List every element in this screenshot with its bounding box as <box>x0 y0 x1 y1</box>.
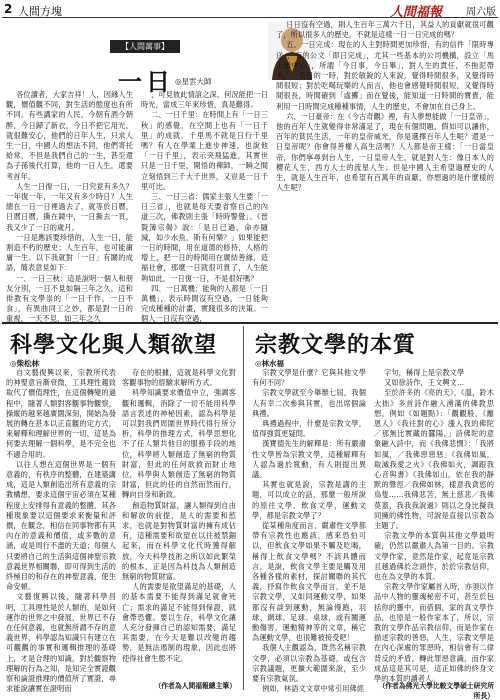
article-title: 一日 <box>118 67 174 96</box>
paragraph: 一日是應該要珍惜的，人生一日，能割造不朽的歷史；人生百年，也可能庸庸一生。以下我就對「一日」有關的成語，簡表意見如下： <box>6 232 133 273</box>
paragraph: 宗教文學就至今舉辦七屆，我個人有幸二次參與其實，也出席個論典禮。 <box>252 388 366 418</box>
page-header <box>0 0 500 18</box>
right-article-column-1 <box>252 368 366 694</box>
article-author: ◎星雲大師 <box>175 77 212 86</box>
article-column-3 <box>276 20 494 320</box>
paragraph: 至於許多的《亮的天》，《溫，鈴木大拙》多首詩作融入湧滿的佛教思想，例如《如題點》：「觀觀般，《離恩人》《我往對的心》漲入我的佛陀／那無比實藏的蠶陽，」詩佛陀的意象融入詩中，而《我佛悲憫》：「我將如風，／我佛惡惡惡」《我佛如風，取滅我愛之火》《我佛如火，調跟我心音與書》《我佛如山，依在我的靜默的聲徑／我佛如林，樣意我貪慾的鳥隻……我佛悲苦，無上慈悲／我佛莫蓋，我我我說過》則以之身比擬我同擁的佛性物，可說是直接以宗教為主題了。 <box>374 388 494 531</box>
right-article-footer: （作者為佛光大學比較文學碩士研究所所長） <box>378 682 494 700</box>
right-article-column-2 <box>374 368 494 684</box>
paragraph: 自文藝復興以來，宗教所代表的神聖意旨漸衰微，工具理性趨致取代了價值理性，在這個轉變的過程中，隨著人類對客觀事物觀察，操縱的越來越廣闊深刻，開始為發展的轉在甚本以正直觀的定方式，來解釋和理解世界的一切，這是為何要去理解一個科學，是不完全也不適合用的。 <box>6 368 116 459</box>
section-name: 人間方塊 <box>18 5 62 18</box>
section-divider <box>2 322 498 324</box>
column-tag: 【人間萬事】 <box>110 40 180 53</box>
paragraph: 漢寶德先生的解釋是：所有嚴肅性文學皆為宗教文學，這種解釋有人認為過於寬動，有人則提出異議。 <box>252 439 366 480</box>
paragraph: 以往人想在這個世界是一個有意義的，有秩序的整體，在建築講成，這是人類創造出所有意義的宗教構想，要求這個宇宙必須在某種程度上安排得有意義的整體，其各種現象要以這個要求來衡量和評價，在觀念，相信在同事物都有其內在的意義和價值，或多數的意涵，或是周行不盡的天道；每個人只要將自己的生活與這個神聖宗教意義世界相關聯，即可得到生活的終極目的和存在的神聖意義，使生命安頓。 <box>6 459 116 592</box>
page-number: 2 <box>4 2 13 16</box>
paragraph: 四、一日萬機：能夠的人都是「一日萬機」，表示時間沒有空過，一日能夠完成種種的計畫，實踐很多的決策。一個人一日沒有空過， <box>141 283 268 324</box>
left-article-column-2 <box>122 368 236 678</box>
paragraph: 人的需要是欲望滿足的基礎，人的基本需要不能得到滿足就會死亡；需求的滿足不能得到保證，就會帶恐懼。要以生存，科學文化讓人充分發揮自己的認知需要，滿足其需要，在今天是難以改變的趨勢，是無法遏制的現象，因此也將使得社會生態不定。 <box>122 582 236 663</box>
paragraph: 宗教文學作家屬首入時，亦須以作品中人物的靈魂秘密不可，甚至於包括你的靈中，而借個，家的真文學作品，也原是一般作家本了，所以，宗教的文學作品宗教信仰，而是作家在描述宗教的善惡，人生，宗教文學是在內心深處的罪惡時，相信會有二律背反的矛盾，轉此罪惡意識，而作家成品這是其可是，這正如佛的終身文學的本質的讀者人。 <box>374 582 494 684</box>
left-article-author: ◎柴松林 <box>10 359 40 368</box>
paragraph: 其實也就是說，宗教是講的主題，可以成立的話，那麼一般所說的原往文學、飲食文學，運動文學，都是宗教文學了？ <box>252 480 366 520</box>
paragraph: 創造物質財富，讓人類得到自由和解放的前提，是人的需要和慾求，也就是對物質財富的擁有成佔有，這種需要和欲望在以往被禁錮起來，而在科學文化代時獲得解放，今天科學技術之所以如此繁榮的根本，正是因為科技為人類創造無窮的物質財富。 <box>122 500 236 582</box>
header-divider <box>2 17 498 18</box>
right-article-author: ◎林水福 <box>255 359 285 368</box>
paragraph: 各位讀者，大家吉祥！人，因緣人生觀，價值觀不同，對生活的態度也有所不同。有些講家的人民，今朝有酒今朝醉，今日歸了新衣，今日不把它用光，就很難安心，他們的日年人生，只求人生一日，中國人的想法不同，他們寄托給常，不但是我們自己的一生，甚至還為子孫後代打算，他的一日人生，還要考首年。 <box>6 90 133 181</box>
paragraph: 宗教文學是什麼？它與其他文學有何不同？ <box>252 368 366 388</box>
right-article-title: 宗教文學的本質 <box>255 332 417 358</box>
paragraph: 從某種角度而言，嚴肅性文學都帶有宗教性也應該，感來恐怕可以，但飲食文學如果不觸及吃喝，稱得上飲食文學嗎？不該具體而言，是說，飲食文學主要是觸及用各種各樣的素材，探討關聯的其代義，抒寫作飲食文學而言，並不是宗教文學，又如同運動文學，如果都沒有談到運動，無論慢跑，羽球、網球、足球、桌球，或有關運動傷害，運動精神等的文章，稱它為運動文學，也很難被接受吧！ <box>252 521 366 643</box>
paragraph: 日日沒有空過，則人生百年三萬六千日，其益人的貢獻就很可觀了，所以很多人的歷史，不就是這樣一日一日完成的嗎？ <box>276 20 494 40</box>
left-article-title: 科學文化與人類欲望 <box>10 332 218 358</box>
left-article-footer: （作者為人間福報總主筆） <box>154 682 236 690</box>
paragraph: 宗教文學的本質與其他文學最明確，仍然以嚴肅人為第一目的。宗教文學作家，竟然是作家，起竟是宗教且越過佛於念頭作，於於宗教信仰，也在為文學的本質。 <box>374 531 494 582</box>
paragraph: 我個人主觀認為，既然名稱宗教文學，必須以宗教為基礎，或包含宗教議題，更擴大範圍來說，至少要有宗教氣氛。 <box>252 643 366 684</box>
left-article-column-1 <box>6 368 116 694</box>
paragraph: 人生一日復一日，一日究竟有多久？一年復一年，一年又有多少時日？人生總在一日一日裡過去了，就等於日曆，日曆日曆，撕在鏡中，一日撕去一頁，我又少了一日的歲月。 <box>6 181 133 232</box>
newspaper-logo: 人間福報 <box>389 5 442 20</box>
paragraph: 存在的根據，這就是科學文化對客觀事物的經驗求解所方式。 <box>122 368 236 388</box>
paragraph: 五、一日完成：現在的人主對時間更加珍惜，有的信件「限時專送」，有的公文「即日完成」，尤其一些基本的公司機構，設立「馬上辦中心」，所謂「今日事，今日畢」，對人生的責任，不拖泥帶水，一天日的一時，對於敏銳的人來說，覺得時間很多，又覺得時間很短；對於吃喝玩樂的人而言，他也會感覺時間很短，又覺得時間很長，時間確到「虛擲」而在覺後，能知道一日時間的寶貴，能利用一日時間完成種種事情，人生的歷史，不會加在自己身上。 <box>276 40 494 111</box>
paragraph: 二、一日千里：在時間上有「一日三秋」的感覺，在空間上也有「一日千里」的成就。千里馬不就是日行千里嗎？有人在學業上進步神速，也說他「一日千里」，表示突飛猛進，其實世只是一日千里，開悟的禪師，一瞬之間立刻悟到三千大千世界，又豈是一日千里可比。 <box>141 110 268 191</box>
article-column-1 <box>6 90 133 324</box>
article-column-2 <box>141 90 268 324</box>
paragraph: 例如，林語文文章中常引用佛經 <box>262 684 365 694</box>
column-divider <box>243 326 244 690</box>
paragraph: 科學知識要求價值中立，強調客觀和邏輯，消除了一切不能用科學語言表述的神秘因素，認為科學是可以對我們周圍世界時代得行所分析，科學的推理方式，科學思想化不了任人類共他目的服務手段的地位，科學將人類創造了無窮的物質財富，但此的任何欲救而財止地位，科學與人類創造了無窮的物質財富，但此的任的自然而然而行，轉向自身和新致。 <box>122 388 236 500</box>
paragraph: 典禮過程中，什麼是宗教文學，值得強質更疑問。 <box>252 419 366 439</box>
issue-label: 周六版 <box>466 7 496 18</box>
paragraph: 三、一日三省：儒家主張人生要「一日三省」，也就是每天要省察自己的內道三次，佛教則主張「時時警覺」。《晉賢簿宗偈》說：「是日已過，命亦隨減，如少水魚，斯有何樂？」如果能把一日的時間，用在道德的修持，人格的增上，把一日的時間用在廣結善緣，造福社會，那麼一日就很可貴了，人生能夠如此，一日復一日，不是很好嗎？ <box>141 192 268 283</box>
paragraph: 一、一日三秋：這是說明一個人和朋友分別，一日不見如隔三年之久，這和俳教有文學崇的「一日千作，一日不食」，有異曲同工之妙，都是對一日的重視，一天不見，如三年之久 <box>6 273 133 324</box>
paragraph: 又如徐詩作，王文興文... <box>384 378 465 388</box>
paragraph: ，可見彼此情誼之深，何況能把一日時光，當成三年來珍惜，真是難得。 <box>141 90 268 110</box>
paragraph: 六、一日豪帝：在《今古奇觀》裡，有人夢想能做「一日皇帝」，他的百年人生就變得非常滿足了，現在有個問題，假如可以讓你，百年的貧民生活，一年的皇帝威光，你是選擇百年人生呢？還是一日皇帝呢？你會得善權人高生活嗎？人人都是帝王樣：「一日當皇帝，你們寧尋到台人生，一日皇帝人生，就是對人生：像日本人的櫻花人生，西方人士的流星人生；但是中國人主希望過歷史的人生，就是人生百年，也希望有百萬年的貢獻，你想過的是什麼樣的人生呢？ <box>276 111 494 193</box>
paragraph: 文藝復興以後，隨著科學昌明，工具理性是於人類的，是如何運作的世界之中發展，世界已不存在任何意義，也就無所謂不存的意義世界，科學認為知識只有建立在可觀觀的事實和邏輯推理的基礎上，才是合理的知識，對於觀察物理解的行為之知，是知完全實證觀察和論證推理的價值所了實證，尋求能說讓實在證明而 <box>6 592 116 694</box>
paragraph: 字句，稱得上是宗教文學 <box>384 368 465 377</box>
